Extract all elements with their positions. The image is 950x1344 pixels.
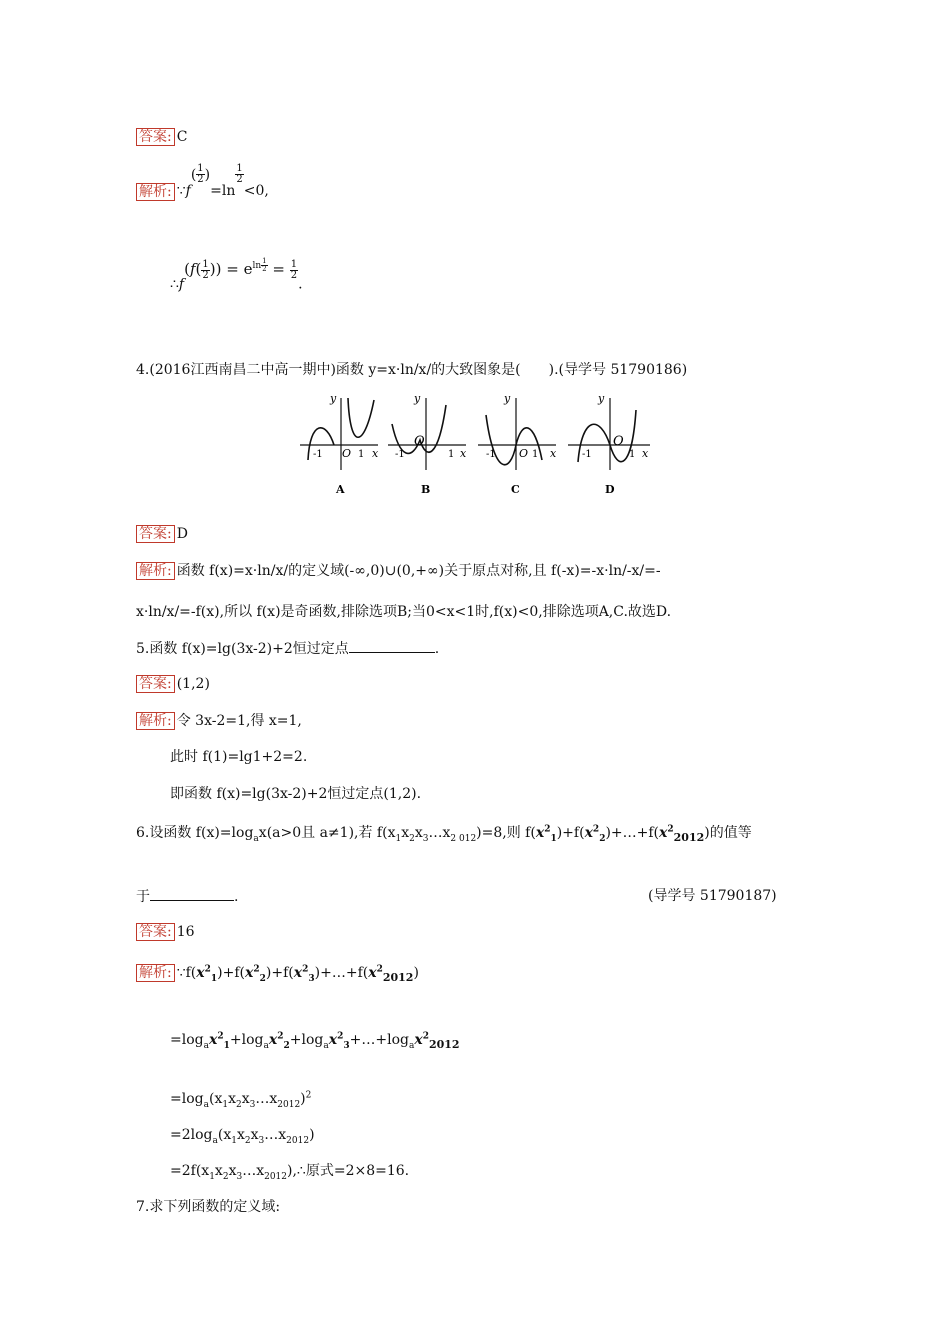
svg-text:O: O: [414, 434, 425, 449]
q4-answer: D: [176, 526, 188, 542]
graph-a-m1: -1: [313, 449, 323, 460]
q6-answer-line: 答案: 16: [136, 922, 195, 942]
q5-question: 5.函数 f(x)=lg(3x-2)+2恒过定点 .: [136, 638, 439, 659]
svg-text:-1: -1: [582, 449, 592, 460]
q5-analysis-3: 即函数 f(x)=lg(3x-2)+2恒过定点(1,2).: [170, 786, 422, 802]
graph-a-p1: 1: [358, 449, 365, 460]
q4-answer-line: 答案: D: [136, 524, 188, 544]
q6-guide: (导学号 51790187): [648, 888, 777, 904]
graph-a-label: A: [336, 483, 345, 496]
q6-analysis-5: $=2f(x_1x_2x_3\dots x_{2012}),\therefore$原式=2×8=16.: [170, 1163, 410, 1182]
svg-text:1: 1: [448, 449, 455, 460]
q4-analysis-1: 解析: 函数 f(x)=x·ln/x/的定义域(-∞,0)∪(0,+∞)关于原点对称,且 f(-x)=-x·ln/-x/=-: [136, 561, 661, 581]
q5-analysis-2: 此时 f(1)=lg1+2=2.: [170, 749, 308, 765]
q6-answer: 16: [176, 924, 195, 940]
q4-analysis-2: x·ln/x/=-f(x),所以 f(x)是奇函数,排除选项B;当0<x<1时,f(x)<0,排除选项A,C.故选D.: [136, 604, 672, 620]
graph-a-y: y: [330, 392, 337, 405]
graph-a-o: O: [342, 447, 352, 460]
graph-a: [300, 392, 379, 496]
graph-d-label: D: [605, 483, 615, 496]
q5-answer: (1,2): [176, 676, 210, 692]
svg-text:1: 1: [629, 449, 636, 460]
q6-question-cont: 于 .: [136, 886, 238, 907]
q3-answer: C: [176, 129, 188, 145]
graph-b: [388, 392, 467, 496]
q6-analysis-2: $=\log_ax^2_1+\log_ax^2_2+\log_ax^2_3+\dots+\log_ax^2_{2012}$: [170, 1031, 460, 1051]
svg-text:1: 1: [532, 449, 539, 460]
svg-text:x: x: [550, 447, 557, 460]
q5-analysis-1: 解析: 令 3x-2=1,得 x=1,: [136, 711, 302, 731]
svg-text:O: O: [613, 434, 624, 449]
q6-question: 6.设函数 $f(x)=\log_ax(a>0$且 a≠1),若 $f(x_1x_2x_3\dots x_{2 012})=8$,则 $f(x^2_1)+f(x^2_2)+\dots+f(x^2_{2012})$的值等: [136, 824, 752, 844]
q3-analysis-2: ∴f(f( $\frac{1}{2}$ )) = $e^{ln \frac{1}{2}}$ = $\frac{1}{2}$ .: [170, 257, 303, 293]
svg-text:O: O: [519, 447, 529, 460]
svg-text:x: x: [460, 447, 467, 460]
svg-text:x: x: [642, 447, 649, 460]
graph-b-label: B: [421, 483, 431, 496]
svg-text:-1: -1: [486, 449, 496, 460]
svg-text:y: y: [598, 392, 605, 405]
svg-text:-1: -1: [395, 449, 405, 460]
q6-analysis-4: $=2\log_a(x_1x_2x_3\dots x_{2012})$: [170, 1127, 315, 1146]
graph-d: [568, 392, 650, 496]
q7-question: 7.求下列函数的定义域:: [136, 1199, 281, 1215]
q4-question: 4.(2016江西南昌二中高一期中)函数 y=x·ln/x/的大致图象是( ).(导学号 51790186): [136, 362, 688, 378]
q6-analysis-3: $=\log_a(x_1x_2x_3\dots x_{2012})^2$: [170, 1090, 312, 1110]
answer-tag: 答案:: [136, 128, 175, 146]
q5-answer-line: 答案: (1,2): [136, 674, 210, 694]
graph-a-x: x: [372, 447, 379, 460]
analysis-tag: 解析:: [136, 183, 175, 201]
q3-answer-line: [136, 127, 187, 147]
q6-analysis-1: 解析: $\because f(x^2_1)+f(x^2_2)+f(x^2_3)+\dots+f(x^2_{2012})$: [136, 963, 419, 983]
q3-analysis-1: 解析: ∵f( $\frac{1}{2}$ )=ln $\frac{1}{2}$ <0,: [136, 180, 269, 220]
svg-text:y: y: [414, 392, 421, 405]
graph-c: [478, 392, 557, 496]
svg-text:y: y: [504, 392, 511, 405]
graph-c-label: C: [511, 483, 520, 496]
q4-graphs: [294, 390, 664, 500]
